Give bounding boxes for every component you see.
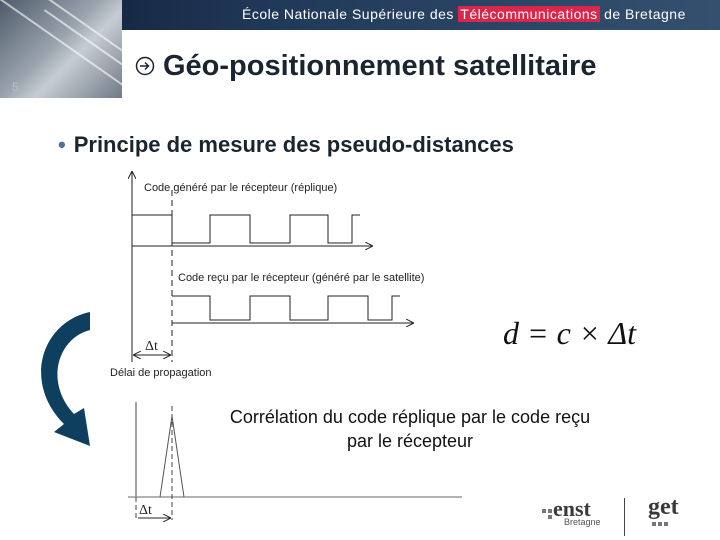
logo-square <box>542 509 546 513</box>
logo-square <box>548 509 552 513</box>
school-highlight: Télécommunications <box>460 6 598 22</box>
received-code-waveform <box>172 296 400 320</box>
logo-square <box>664 522 668 526</box>
get-logo: get <box>648 494 679 520</box>
bullet-text: Principe de mesure des pseudo-distances <box>73 132 514 157</box>
correlation-delta-t-label: Δt <box>139 503 152 518</box>
enst-logo: enst <box>553 496 591 521</box>
bullet-dot: • <box>58 132 66 157</box>
correlation-caption: Corrélation du code réplique par le code reçu par le récepteur <box>229 407 591 451</box>
slide-number: 5 <box>12 80 19 94</box>
received-label: Code reçu par le récepteur (généré par le satellite) <box>178 272 425 284</box>
propagation-delay-label: Délai de propagation <box>110 367 212 379</box>
curved-arrow-icon <box>41 312 90 446</box>
logo-square <box>658 522 662 526</box>
school-suffix: de Bretagne <box>599 6 686 22</box>
bretagne-label: Bretagne <box>564 517 601 527</box>
school-prefix: École Nationale Supérieure des <box>242 6 459 22</box>
range-formula: d = c × Δt <box>503 315 637 351</box>
replica-code-waveform <box>132 215 360 243</box>
logo-separator <box>624 498 625 536</box>
delta-t-label: Δt <box>145 339 158 354</box>
footer-logos <box>540 494 715 538</box>
replica-label: Code généré par le récepteur (réplique) <box>144 182 338 194</box>
slide-title: Géo-positionnement satellitaire <box>163 50 597 82</box>
logo-square <box>652 522 656 526</box>
logo-square <box>548 515 552 519</box>
